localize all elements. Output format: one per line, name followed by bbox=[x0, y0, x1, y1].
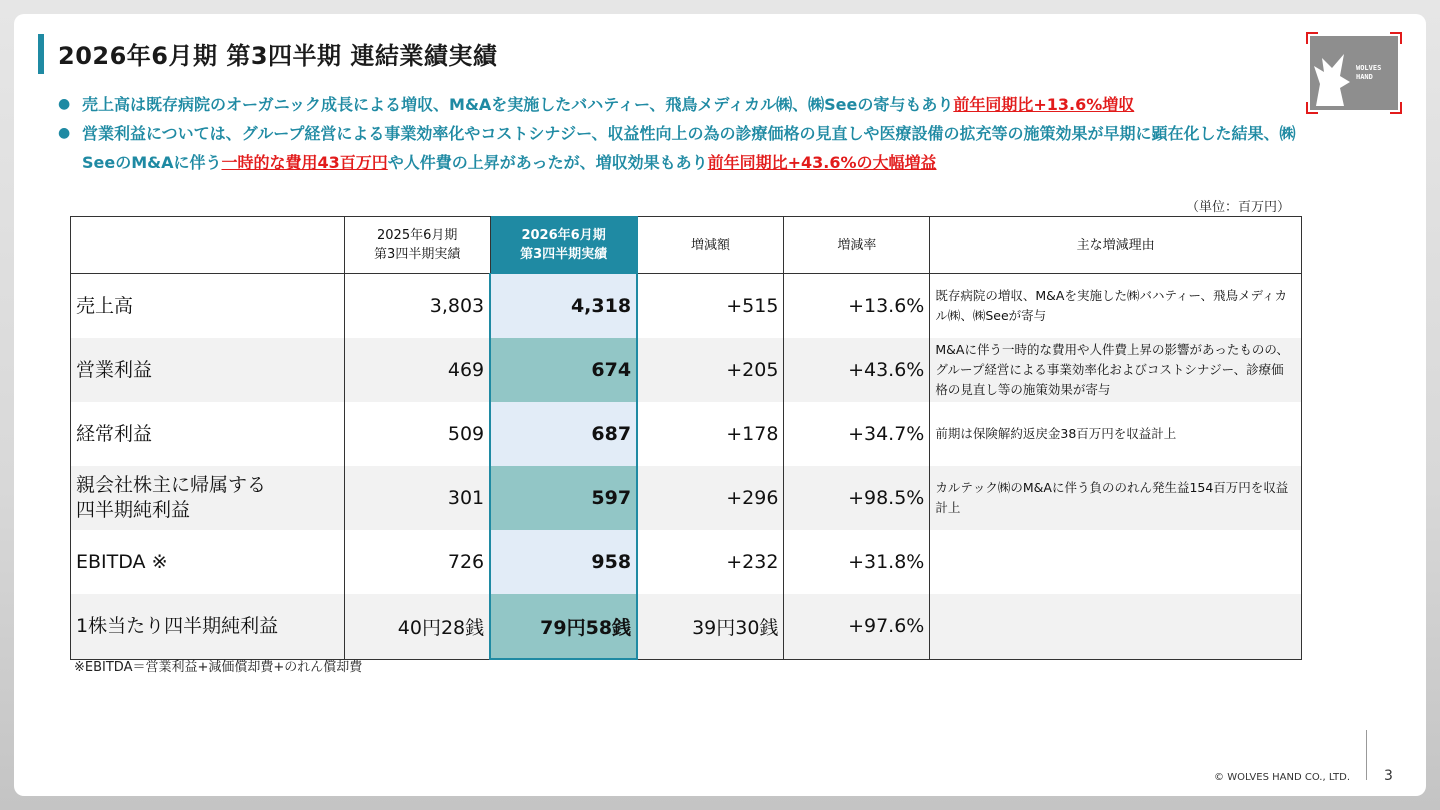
current-value: 597 bbox=[490, 466, 637, 530]
prev-value: 40円28銭 bbox=[344, 594, 490, 659]
change-rate: +98.5% bbox=[784, 466, 930, 530]
current-value: 958 bbox=[490, 530, 637, 594]
unit-label: （単位：百万円） bbox=[1185, 200, 1290, 215]
logo-corner-mark bbox=[1306, 102, 1318, 114]
table-row bbox=[71, 530, 1302, 594]
change-amount: +232 bbox=[637, 530, 784, 594]
change-amount: +296 bbox=[637, 466, 784, 530]
bullet-dot-icon: ● bbox=[58, 125, 71, 141]
table-row bbox=[71, 338, 1302, 402]
reason-text: 前期は保険解約返戻金38百万円を収益計上 bbox=[930, 402, 1302, 466]
change-amount: +205 bbox=[637, 338, 784, 402]
page-number: 3 bbox=[1384, 768, 1393, 784]
change-rate: +13.6% bbox=[784, 274, 930, 339]
table-row bbox=[71, 402, 1302, 466]
prev-value: 301 bbox=[344, 466, 490, 530]
highlight-text: 一時的な費用43百万円 bbox=[221, 153, 388, 172]
header-item bbox=[71, 217, 345, 274]
change-amount: +178 bbox=[637, 402, 784, 466]
reason-text bbox=[930, 530, 1302, 594]
bullet-text: 売上高は既存病院のオーガニック成長による増収、M&Aを実施したバハティー、飛鳥メディカル㈱、㈱Seeの寄与もあり bbox=[82, 95, 954, 114]
change-rate: +31.8% bbox=[784, 530, 930, 594]
change-amount: 39円30銭 bbox=[637, 594, 784, 659]
slide bbox=[14, 14, 1426, 796]
change-rate: +34.7% bbox=[784, 402, 930, 466]
table-row bbox=[71, 274, 1302, 339]
wolf-logo-icon bbox=[1310, 36, 1398, 110]
header-prev-year: 2025年6月期 第3四半期実績 bbox=[344, 217, 490, 274]
table-row bbox=[71, 594, 1302, 659]
bullet-dot-icon: ● bbox=[58, 96, 71, 112]
title-accent-bar bbox=[38, 34, 44, 74]
summary-bullet bbox=[58, 119, 1298, 177]
footer-divider bbox=[1366, 730, 1367, 780]
logo-corner-mark bbox=[1390, 102, 1402, 114]
highlight-text: 前年同期比+13.6%増収 bbox=[953, 95, 1135, 114]
reason-text: カルテック㈱のM&Aに伴う負ののれん発生益154百万円を収益計上 bbox=[930, 466, 1302, 530]
row-item: EBITDA ※ bbox=[71, 530, 345, 594]
summary-bullet bbox=[58, 90, 1298, 119]
change-amount: +515 bbox=[637, 274, 784, 339]
company-logo bbox=[1310, 36, 1398, 110]
header-change-rate: 増減率 bbox=[784, 217, 930, 274]
copyright: © WOLVES HAND CO., LTD. bbox=[1214, 772, 1350, 783]
footnote: ※EBITDA＝営業利益+減価償却費+のれん償却費 bbox=[74, 660, 363, 675]
bullet-text: や人件費の上昇があったが、増収効果もあり bbox=[387, 153, 708, 172]
table-row bbox=[71, 466, 1302, 530]
current-value: 79円58銭 bbox=[490, 594, 637, 659]
highlight-text: 前年同期比+43.6%の大幅増益 bbox=[707, 153, 937, 172]
prev-value: 509 bbox=[344, 402, 490, 466]
current-value: 674 bbox=[490, 338, 637, 402]
prev-value: 469 bbox=[344, 338, 490, 402]
logo-corner-mark bbox=[1390, 32, 1402, 44]
row-item: 営業利益 bbox=[71, 338, 345, 402]
summary-bullets bbox=[58, 90, 1298, 177]
current-value: 687 bbox=[490, 402, 637, 466]
row-item: 売上高 bbox=[71, 274, 345, 339]
bullet-text: 営業利益については、グループ経営による事業効率化やコストシナジー、収益性向上の為の診療価格の見直しや医療設備の拡充等の施策効果が早期に顕在化した結果、㈱SeeのM&Aに伴う bbox=[82, 124, 1296, 172]
row-item: 親会社株主に帰属する 四半期純利益 bbox=[71, 466, 345, 530]
results-table bbox=[70, 216, 1302, 660]
reason-text: M&Aに伴う一時的な費用や人件費上昇の影響があったものの、グループ経営による事業効率化およびコストシナジー、診療価格の見直し等の施策効果が寄与 bbox=[930, 338, 1302, 402]
logo-wordmark: WOLVES HAND bbox=[1356, 64, 1382, 81]
header-reason: 主な増減理由 bbox=[930, 217, 1302, 274]
prev-value: 726 bbox=[344, 530, 490, 594]
table-header-row bbox=[71, 217, 1302, 274]
change-rate: +97.6% bbox=[784, 594, 930, 659]
row-item: 1株当たり四半期純利益 bbox=[71, 594, 345, 659]
logo-corner-mark bbox=[1306, 32, 1318, 44]
prev-value: 3,803 bbox=[344, 274, 490, 339]
change-rate: +43.6% bbox=[784, 338, 930, 402]
header-change-amount: 増減額 bbox=[637, 217, 784, 274]
header-current-year: 2026年6月期 第3四半期実績 bbox=[490, 217, 637, 274]
page-title: 2026年6月期 第3四半期 連結業績実績 bbox=[58, 42, 498, 70]
current-value: 4,318 bbox=[490, 274, 637, 339]
row-item: 経常利益 bbox=[71, 402, 345, 466]
reason-text bbox=[930, 594, 1302, 659]
reason-text: 既存病院の増収、M&Aを実施した㈱バハティー、飛鳥メディカル㈱、㈱Seeが寄与 bbox=[930, 274, 1302, 339]
